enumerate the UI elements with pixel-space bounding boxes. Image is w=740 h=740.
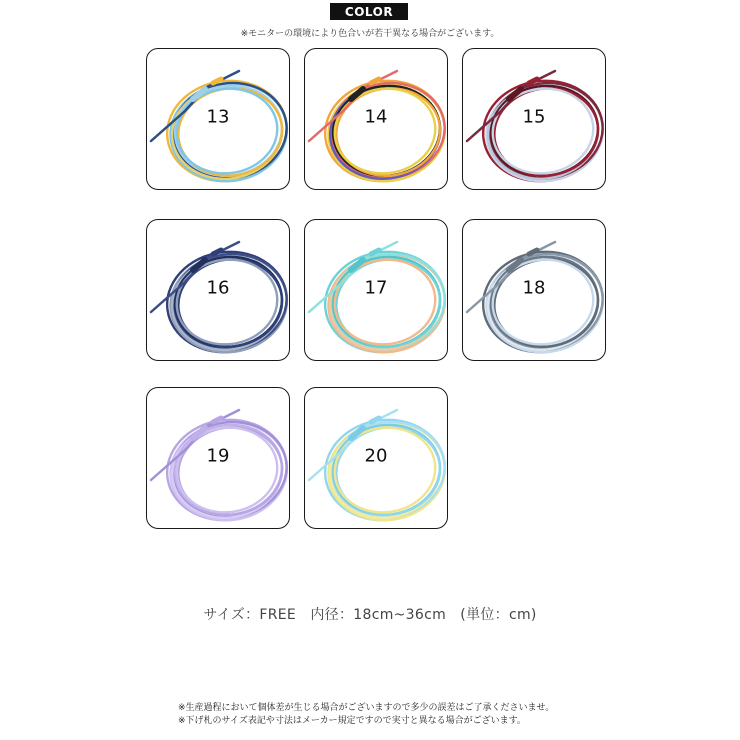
footnote-tag-size: ※下げ札のサイズ表記や寸法はメーカー規定ですので実寸と異なる場合がございます。	[178, 716, 526, 726]
variant-number: 14	[364, 106, 388, 128]
variant-card-20[interactable]	[304, 387, 448, 529]
variant-number: 20	[364, 445, 388, 467]
variant-card-17[interactable]	[304, 219, 448, 361]
color-section-badge: COLOR	[330, 3, 408, 20]
variant-number: 19	[206, 445, 230, 467]
variant-number: 18	[522, 277, 546, 299]
variant-number: 17	[364, 277, 388, 299]
variant-card-16[interactable]	[146, 219, 290, 361]
variant-card-13[interactable]	[146, 48, 290, 190]
variant-number: 13	[206, 106, 230, 128]
variant-number: 15	[522, 106, 546, 128]
variant-card-15[interactable]	[462, 48, 606, 190]
monitor-color-notice: ※モニターの環境により色合いが若干異なる場合がございます。	[240, 29, 500, 39]
variant-number: 16	[206, 277, 230, 299]
footnote-production: ※生産過程において個体差が生じる場合がございますので多少の誤差はご了承くださいませ。	[178, 703, 555, 713]
variant-card-19[interactable]	[146, 387, 290, 529]
size-info: サイズ：FREE 内径：18cm~36cm (単位：cm)	[203, 607, 537, 623]
variant-card-14[interactable]	[304, 48, 448, 190]
variant-card-18[interactable]	[462, 219, 606, 361]
